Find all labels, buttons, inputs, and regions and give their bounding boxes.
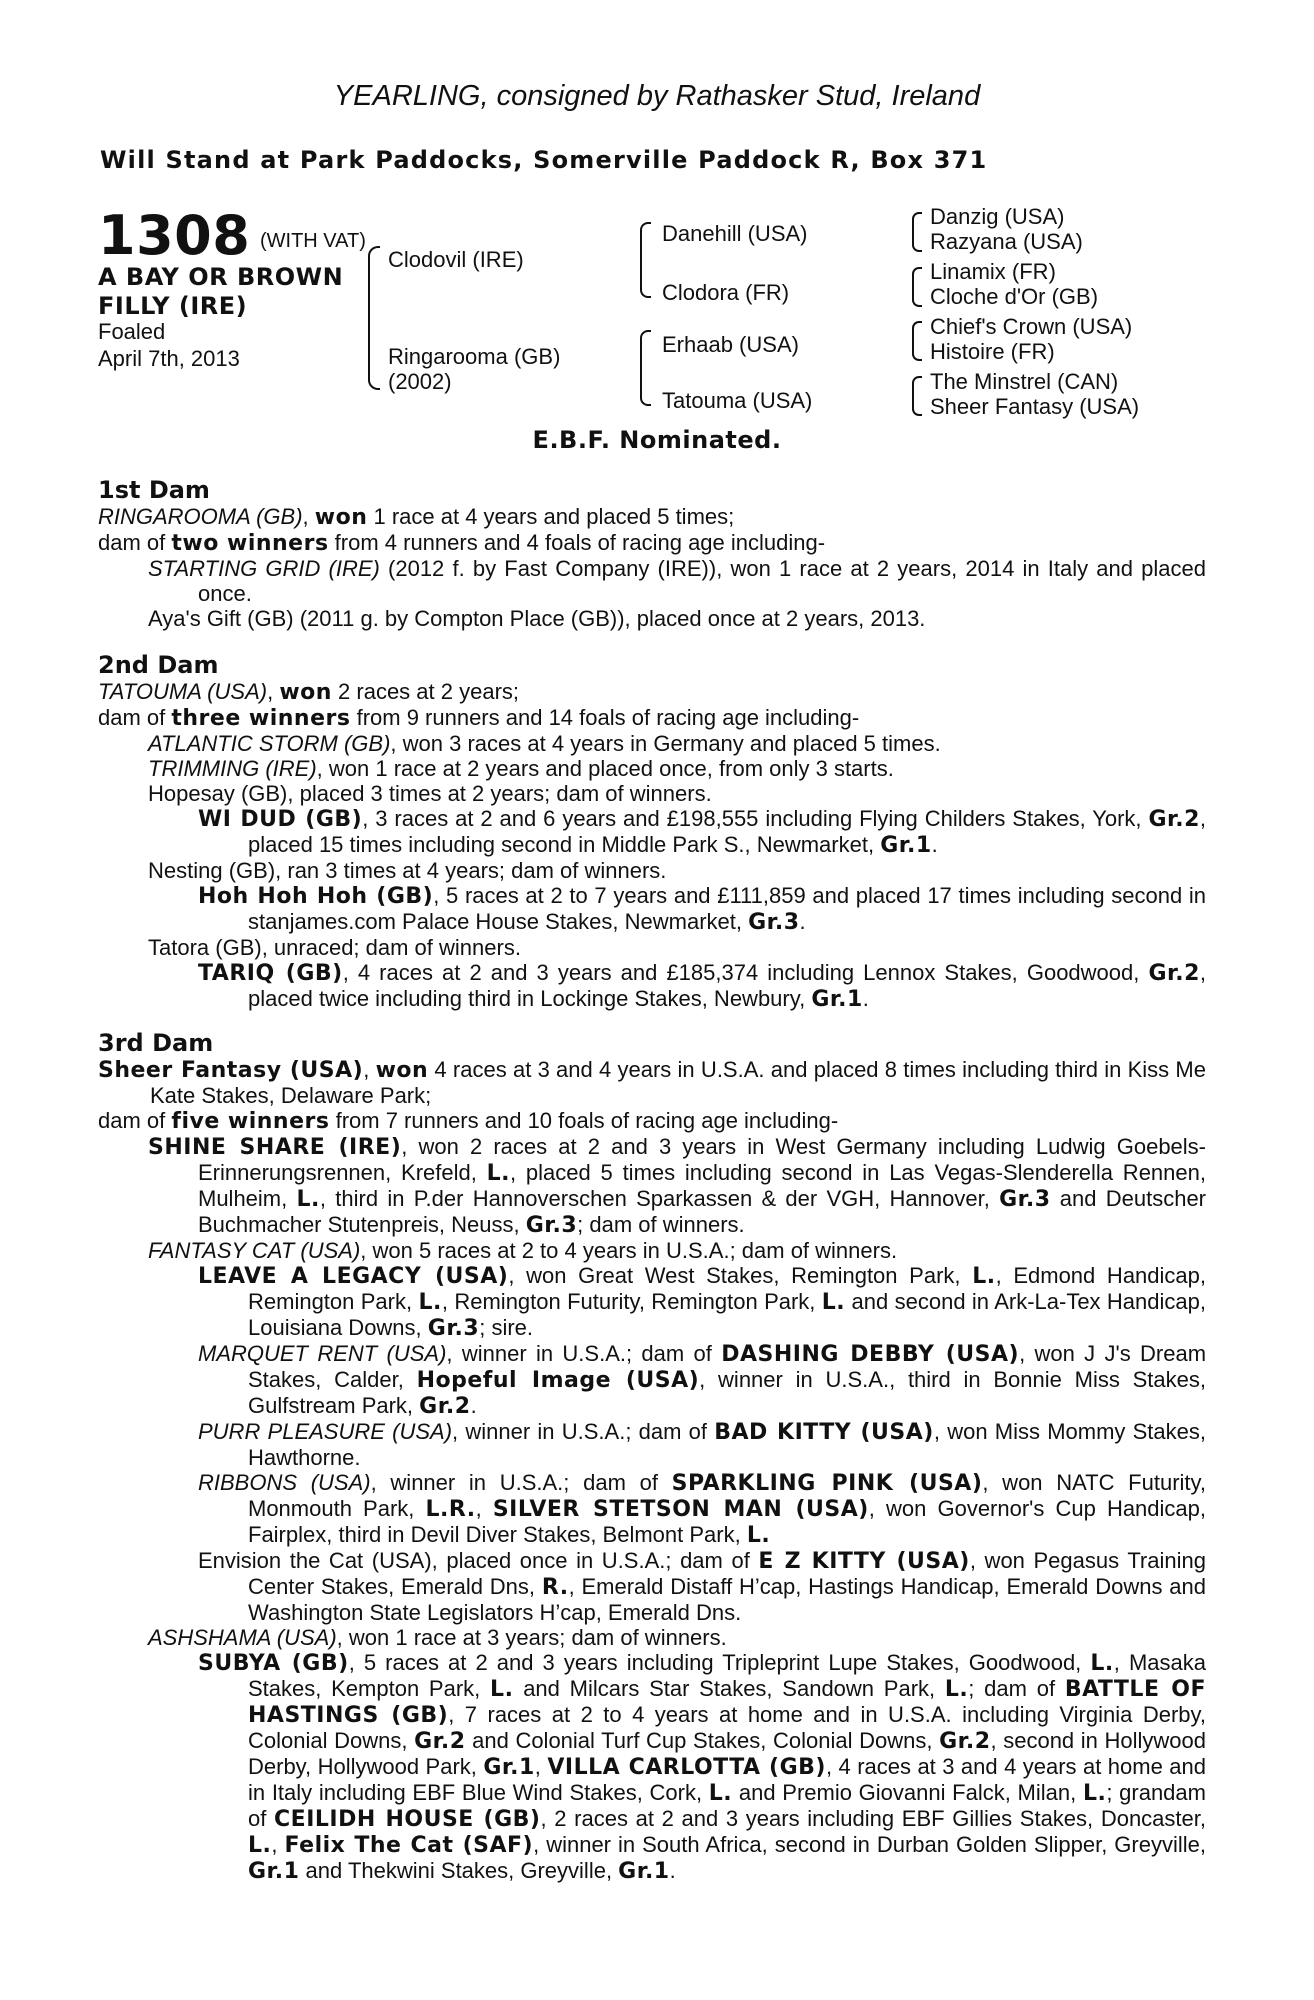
third-dam-grandproduce-item: LEAVE A LEGACY (USA), won Great West Stakes, Remington Park, L., Edmond Handicap, Remington Park, L., Remington Futurity, Remington Park, L. and second in Ark-La-Tex Handicap, Louisiana Downs, Gr.3; sire. bbox=[198, 1263, 1206, 1341]
pedigree-brace-dd bbox=[912, 376, 922, 416]
pedigree-brace-sire bbox=[640, 222, 651, 298]
ebf-nominated: E.B.F. Nominated. bbox=[532, 426, 782, 454]
third-dam-grandproduce-item: Envision the Cat (USA), placed once in U.S.A.; dam of E Z KITTY (USA), won Pegasus Training Center Stakes, Emerald Dns, R., Emerald Distaff H’cap, Hastings Handicap, Emerald Downs and Washington State Legislators H’cap, Emerald Dns. bbox=[198, 1548, 1206, 1625]
pedigree-sds: Linamix (FR) bbox=[930, 259, 1056, 284]
pedigree-sire-sire: Danehill (USA) bbox=[662, 221, 808, 246]
pedigree-dsd: Histoire (FR) bbox=[930, 339, 1055, 364]
first-dam-heading: 1st Dam bbox=[98, 476, 210, 504]
third-dam-produce-summary: dam of five winners from 7 runners and 10 foals of racing age including- bbox=[98, 1108, 839, 1134]
first-dam-produce-item: Aya's Gift (GB) (2011 g. by Compton Place (GB)), placed once at 2 years, 2013. bbox=[148, 606, 926, 631]
pedigree-dam: Ringarooma (GB) bbox=[388, 344, 561, 369]
third-dam-grandproduce-item: PURR PLEASURE (USA), winner in U.S.A.; dam of BAD KITTY (USA), won Miss Mommy Stakes, Hawthorne. bbox=[198, 1419, 1207, 1470]
first-dam-produce-item: STARTING GRID (IRE) (2012 f. by Fast Company (IRE)), won 1 race at 2 years, 2014 in Italy and placed once. bbox=[148, 556, 1206, 606]
first-dam-section bbox=[98, 478, 1206, 631]
pedigree-dam-dam: Tatouma (USA) bbox=[662, 388, 813, 413]
pedigree-dam-sire: Erhaab (USA) bbox=[662, 332, 799, 357]
second-dam-produce-item: Nesting (GB), ran 3 times at 4 years; dam of winners. bbox=[148, 858, 667, 883]
second-dam-produce-item: Hopesay (GB), placed 3 times at 2 years; dam of winners. bbox=[148, 781, 712, 806]
second-dam-produce-item: ATLANTIC STORM (GB), won 3 races at 4 years in Germany and placed 5 times. bbox=[148, 731, 941, 756]
pedigree-dam-year: (2002) bbox=[388, 369, 452, 394]
lot-description-line2: FILLY (IRE) bbox=[98, 292, 248, 320]
third-dam-heading: 3rd Dam bbox=[98, 1029, 214, 1057]
second-dam-produce-item: TRIMMING (IRE), won 1 race at 2 years and placed once, from only 3 starts. bbox=[148, 756, 894, 781]
second-dam-grandproduce-item: TARIQ (GB), 4 races at 2 and 3 years and £185,374 including Lennox Stakes, Goodwood, Gr.2, placed twice including third in Lockinge Stakes, Newbury, Gr.1. bbox=[198, 960, 1206, 1012]
second-dam-record: TATOUMA (USA), won 2 races at 2 years; bbox=[98, 679, 520, 705]
second-dam-grandproduce-item: WI DUD (GB), 3 races at 2 and 6 years and £198,555 including Flying Childers Stakes, York, Gr.2, placed 15 times including second in Middle Park S., Newmarket, Gr.1. bbox=[198, 806, 1207, 858]
third-dam-produce-item: FANTASY CAT (USA), won 5 races at 2 to 4 years in U.S.A.; dam of winners. bbox=[148, 1238, 898, 1263]
pedigree-sire-dam: Clodora (FR) bbox=[662, 280, 790, 305]
third-dam-grandproduce-item: SUBYA (GB), 5 races at 2 and 3 years including Tripleprint Lupe Stakes, Goodwood, L., Masaka Stakes, Kempton Park, L. and Milcars Star Stakes, Sandown Park, L.; dam of BATTLE OF HASTINGS (GB), 7 races at 2 to 4 years at home and in U.S.A. including Virginia Derby, Colonial Downs, Gr.2 and Colonial Turf Cup Stakes, Colonial Downs, Gr.2, second in Hollywood Derby, Hollywood Park, Gr.1, VILLA CARLOTTA (GB), 4 races at 3 and 4 years at home and in Italy including EBF Blue Wind Stakes, Cork, L. and Premio Giovanni Falck, Milan, L.; grandam of CEILIDH HOUSE (GB), 2 races at 2 and 3 years including EBF Gillies Stakes, Doncaster, L., Felix The Cat (SAF), winner in South Africa, second in Durban Golden Slipper, Greyville, Gr.1 and Thekwini Stakes, Greyville, Gr.1. bbox=[198, 1650, 1207, 1884]
third-dam-grandproduce-item: MARQUET RENT (USA), winner in U.S.A.; dam of DASHING DEBBY (USA), won J J's Dream Stakes, Calder, Hopeful Image (USA), winner in U.S.A., third in Bonnie Miss Stakes, Gulfstream Park, Gr.2. bbox=[198, 1341, 1207, 1419]
second-dam-section bbox=[98, 653, 1206, 1012]
pedigree-sire: Clodovil (IRE) bbox=[388, 247, 524, 272]
second-dam-produce-item: Tatora (GB), unraced; dam of winners. bbox=[148, 935, 521, 960]
lot-description-line1: A BAY OR BROWN bbox=[98, 263, 344, 291]
pedigree-sss: Danzig (USA) bbox=[930, 204, 1065, 229]
third-dam-record: Sheer Fantasy (USA), won 4 races at 3 and 4 years in U.S.A. and placed 8 times including third in Kiss Me Kate Stakes, Delaware Park; bbox=[98, 1057, 1206, 1108]
foaled-info bbox=[98, 318, 240, 372]
pedigree-brace-parents bbox=[368, 246, 380, 390]
consignor-line: YEARLING, consigned by Rathasker Stud, Ireland bbox=[333, 80, 981, 112]
lot-description bbox=[98, 263, 343, 321]
first-dam-produce-summary: dam of two winners from 4 runners and 4 foals of racing age including- bbox=[98, 530, 826, 556]
second-dam-grandproduce-item: Hoh Hoh Hoh (GB), 5 races at 2 to 7 years and £111,859 and placed 17 times including second in stanjames.com Palace House Stakes, Newmarket, Gr.3. bbox=[198, 883, 1207, 935]
pedigree-ssd: Razyana (USA) bbox=[930, 229, 1083, 254]
second-dam-produce-summary: dam of three winners from 9 runners and 14 foals of racing age including- bbox=[98, 705, 860, 731]
third-dam-section bbox=[98, 1031, 1206, 1884]
third-dam-grandproduce-item: RIBBONS (USA), winner in U.S.A.; dam of SPARKLING PINK (USA), won NATC Futurity, Monmouth Park, L.R., SILVER STETSON MAN (USA), won Governor's Cup Handicap, Fairplex, third in Devil Diver Stakes, Belmont Park, L. bbox=[198, 1470, 1207, 1548]
third-dam-produce-item: ASHSHAMA (USA), won 1 race at 3 years; dam of winners. bbox=[148, 1625, 727, 1650]
vat-note: (WITH VAT) bbox=[260, 230, 366, 252]
stand-location: Will Stand at Park Paddocks, Somerville Paddock R, Box 371 bbox=[100, 146, 988, 174]
second-dam-heading: 2nd Dam bbox=[98, 651, 219, 679]
pedigree-sdd: Cloche d'Or (GB) bbox=[930, 284, 1099, 309]
pedigree-brace-ss bbox=[912, 212, 922, 252]
foaled-label: Foaled bbox=[98, 319, 166, 344]
third-dam-produce-item: SHINE SHARE (IRE), won 2 races at 2 and 3 years in West Germany including Ludwig Goebels-Erinnerungsrennen, Krefeld, L., placed 5 times including second in Las Vegas-Slenderella Rennen, Mulheim, L., third in P.der Hannoverschen Sparkassen & der VGH, Hannover, Gr.3 and Deutscher Buchmacher Stutenpreis, Neuss, Gr.3; dam of winners. bbox=[148, 1134, 1207, 1238]
pedigree-brace-dam bbox=[640, 330, 651, 406]
foaled-date: April 7th, 2013 bbox=[98, 346, 240, 371]
pedigree-brace-ds bbox=[912, 321, 922, 361]
lot-number: 1308 bbox=[98, 204, 251, 267]
pedigree-brace-sd bbox=[912, 267, 922, 307]
first-dam-record: RINGAROOMA (GB), won 1 race at 4 years and placed 5 times; bbox=[98, 504, 735, 530]
pedigree-dss: Chief's Crown (USA) bbox=[930, 314, 1133, 339]
pedigree-ddd: Sheer Fantasy (USA) bbox=[930, 394, 1140, 419]
pedigree-dds: The Minstrel (CAN) bbox=[930, 369, 1119, 394]
